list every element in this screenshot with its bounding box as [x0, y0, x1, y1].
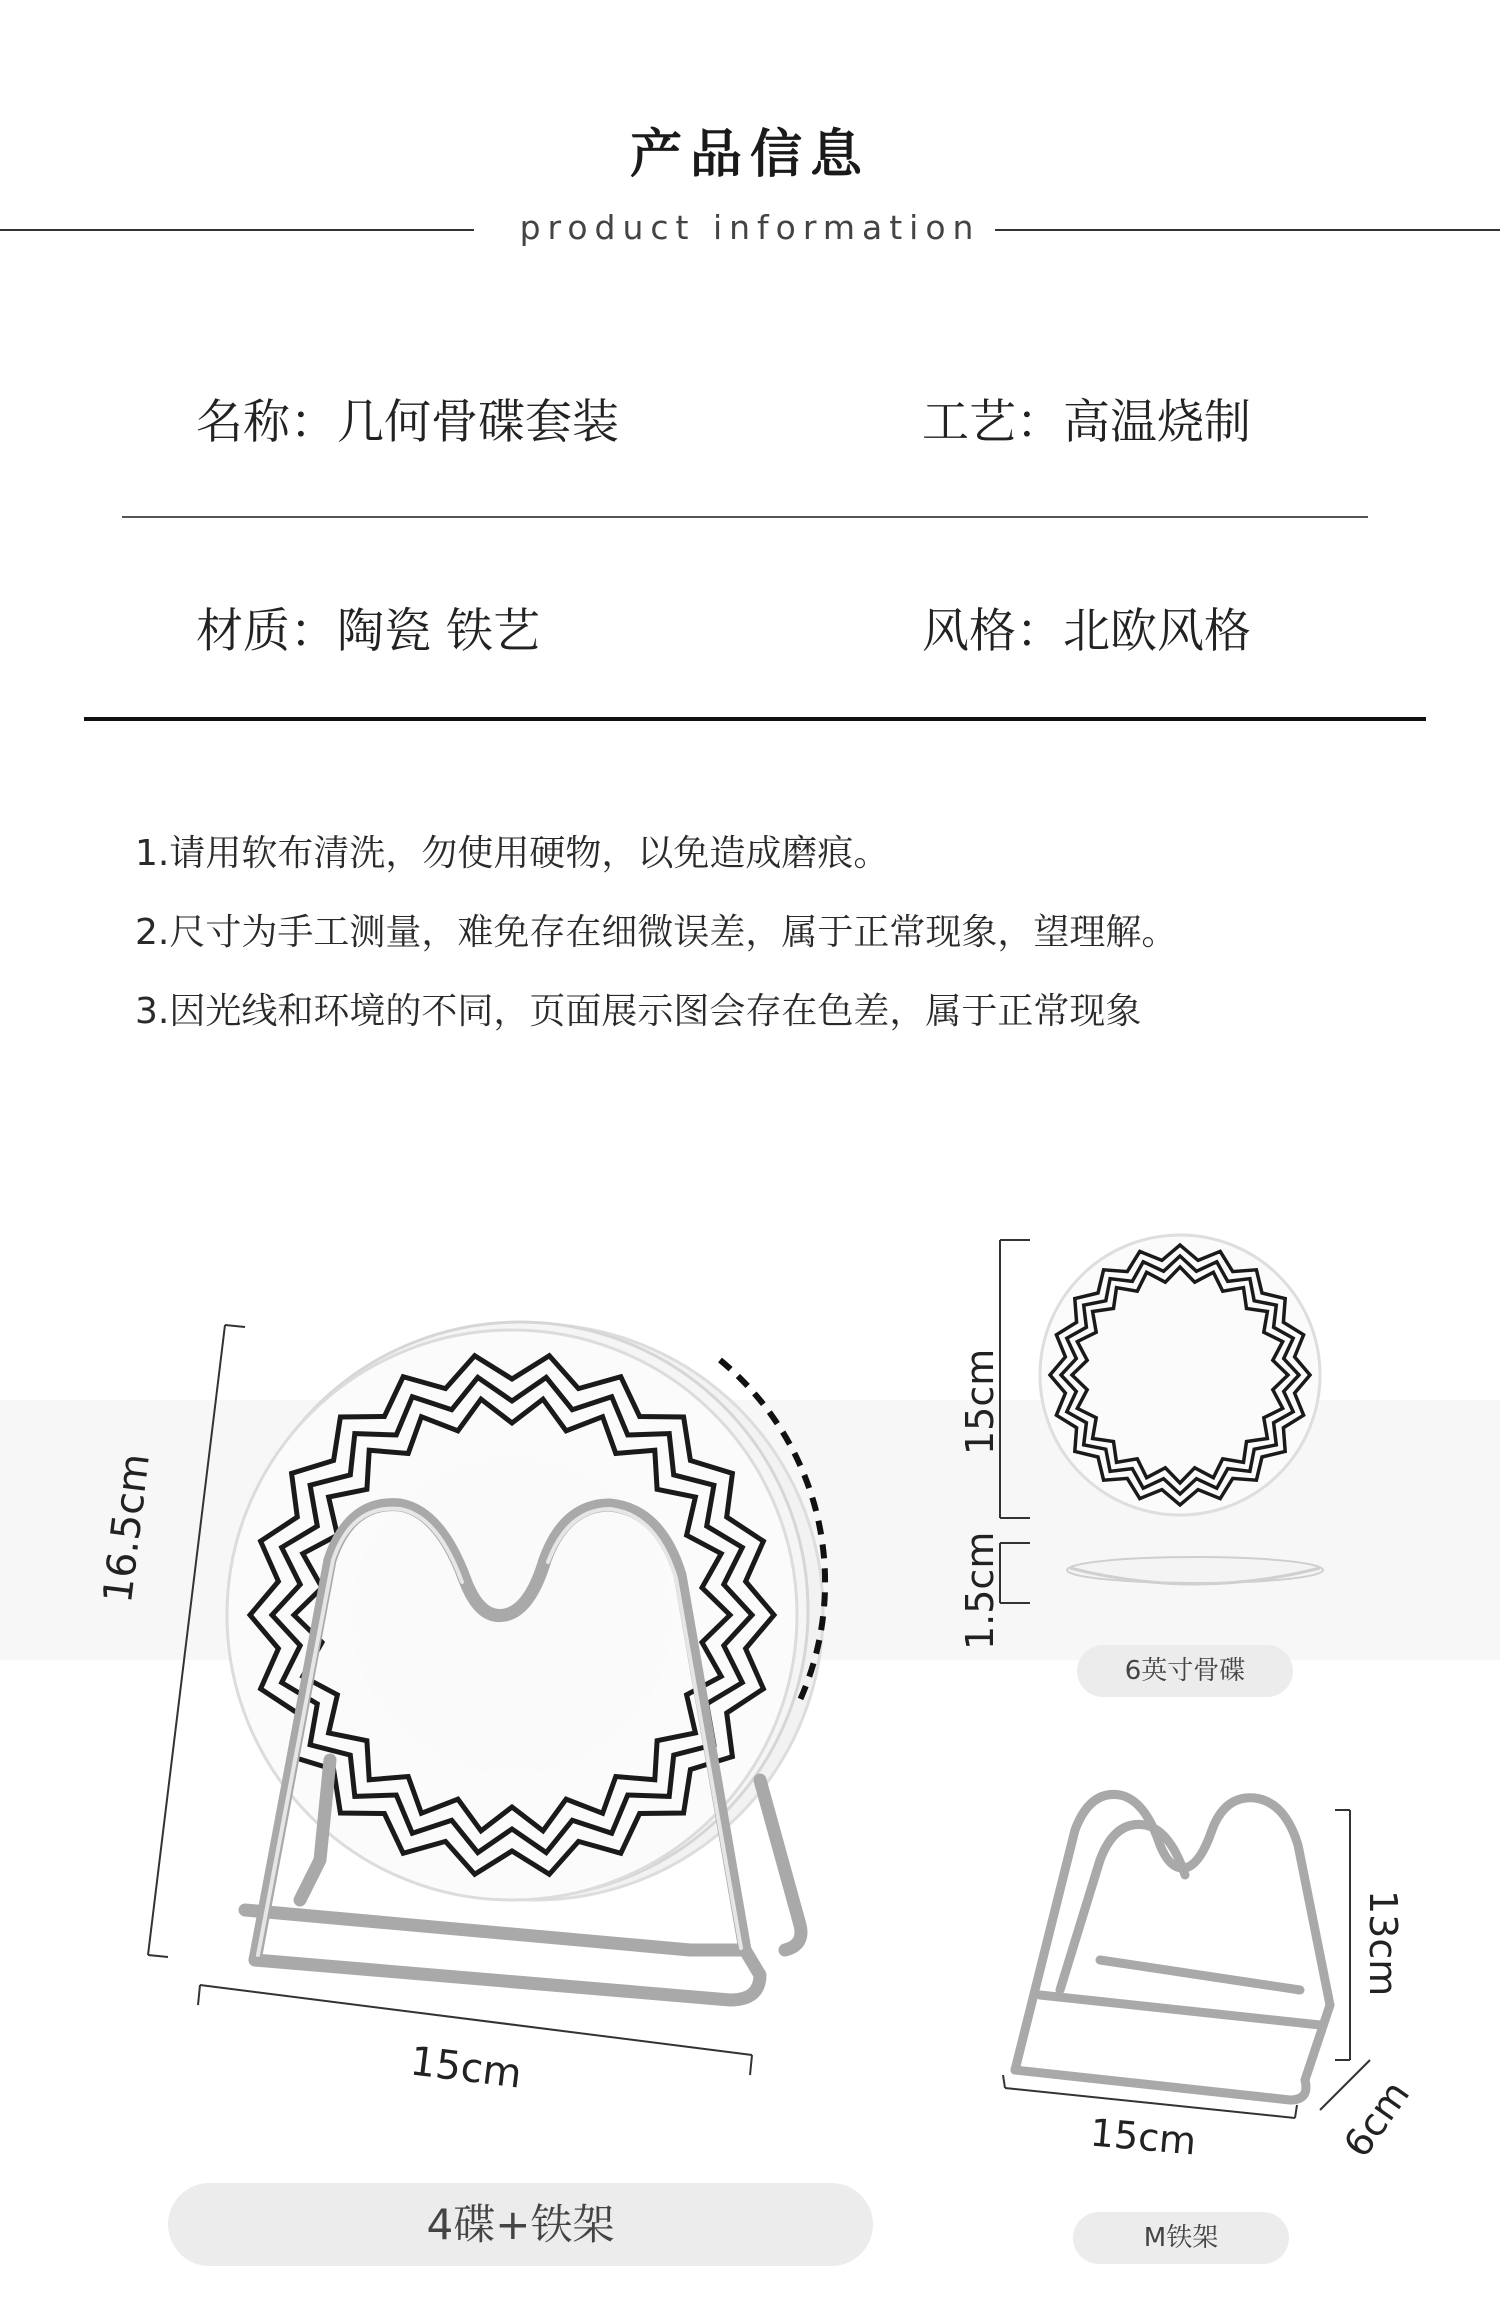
rack-only-image [1003, 1794, 1370, 2118]
care-note-1: 1.请用软布清洗，勿使用硬物，以免造成磨痕。 [135, 833, 890, 874]
rack-width-dim-label: 15cm [1088, 2110, 1198, 2164]
rack-caption [1073, 2212, 1289, 2264]
plate-thickness-dim-label: 1.5cm [958, 1531, 1002, 1650]
info-name-label: 名称 ： [196, 395, 337, 450]
care-note-2: 2.尺寸为手工测量，难免存在细微误差，属于正常现象，望理解。 [135, 912, 1178, 953]
product-illustration [0, 1100, 1500, 2322]
care-note-3: 3.因光线和环境的不同，页面展示图会存在色差，属于正常现象 [135, 991, 1142, 1032]
title-divider-right [995, 229, 1500, 231]
info-name [196, 385, 619, 452]
section-title: 产品信息 [629, 125, 870, 185]
info-name-value: 几何骨碟套装 [337, 395, 619, 450]
main-set-caption-text: 4碟+铁架 [426, 2200, 615, 2249]
plate-diameter-dim-label: 15cm [958, 1348, 1002, 1455]
info-style [922, 594, 1251, 661]
main-set-caption [168, 2183, 873, 2266]
info-style-label: 风格 ： [922, 604, 1063, 659]
main-width-dim-label: 15cm [407, 2038, 525, 2098]
plate-caption [1077, 1645, 1293, 1697]
info-style-value: 北欧风格 [1063, 604, 1251, 659]
plate-caption-text: 6英寸骨碟 [1124, 1656, 1246, 1686]
info-bottom-divider [84, 717, 1426, 721]
info-craft-value: 高温烧制 [1063, 395, 1251, 450]
info-craft-label: 工艺 ： [922, 395, 1063, 450]
info-craft [922, 385, 1251, 452]
info-row-divider [122, 516, 1368, 518]
rack-caption-text: M铁架 [1143, 2223, 1219, 2253]
info-material [196, 594, 540, 661]
rack-height-dim-label: 13cm [1361, 1890, 1405, 1997]
main-height-dim-label: 16.5cm [95, 1451, 159, 1606]
info-material-value: 陶瓷 铁艺 [337, 604, 540, 659]
info-material-label: 材质 ： [196, 604, 337, 659]
rack-depth-dim-label: 6cm [1335, 2072, 1419, 2166]
section-subtitle: product information [519, 208, 981, 247]
